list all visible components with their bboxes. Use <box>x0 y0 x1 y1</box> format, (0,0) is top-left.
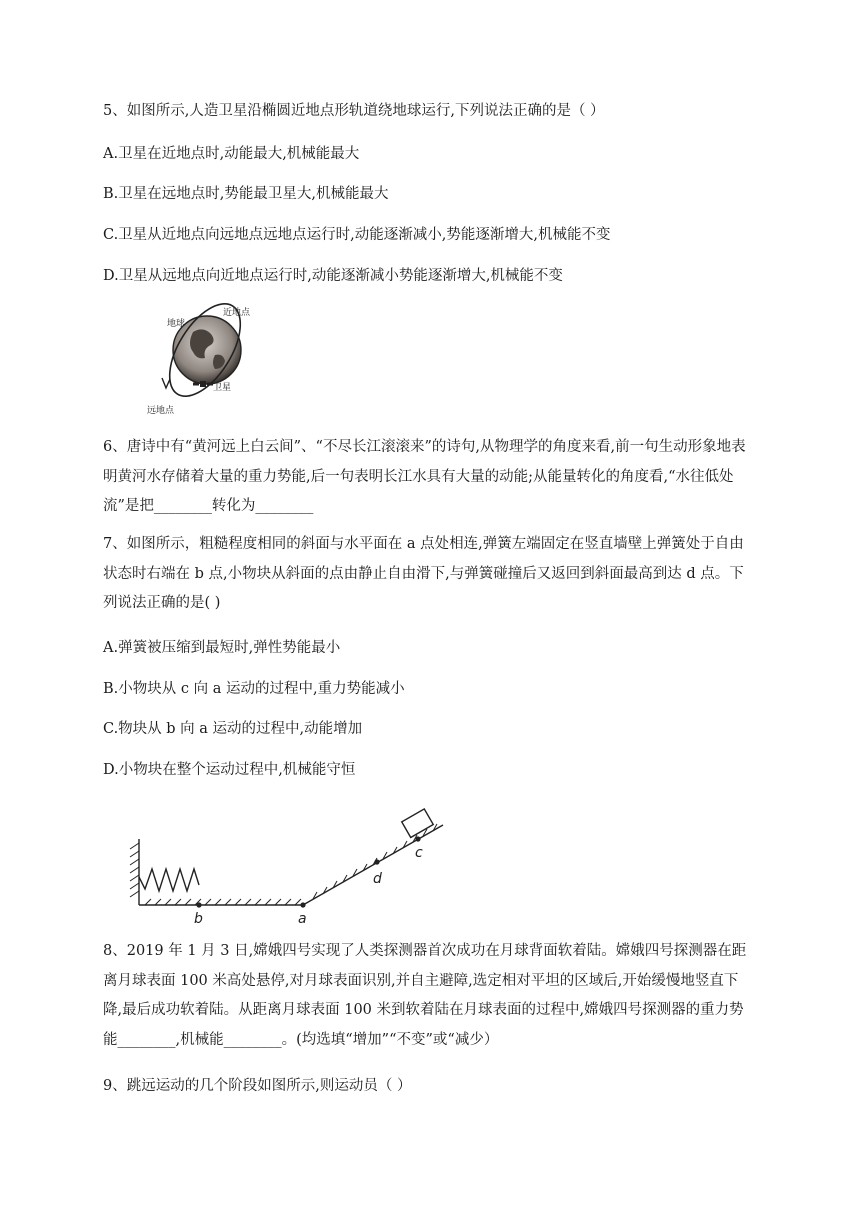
satellite-label: 卫星 <box>213 383 232 393</box>
q5-option-c: C.卫星从近地点向远地点远地点运行时,动能逐渐减小,势能逐渐增大,机械能不变 <box>103 227 611 243</box>
q7-option-c: C.物块从 b 向 a 运动的过程中,动能增加 <box>103 721 363 737</box>
ground-hatch <box>145 899 301 905</box>
orbit-arrow <box>162 378 170 388</box>
label-c: c <box>415 845 423 861</box>
label-b: b <box>194 911 203 927</box>
incline-spring-figure <box>125 805 455 933</box>
q5-option-d: D.卫星从远地点向近地点运行时,动能逐渐减小势能逐渐增大,机械能不变 <box>103 268 563 284</box>
point-c <box>415 836 420 841</box>
label-d: d <box>373 871 382 887</box>
q7-option-a: A.弹簧被压缩到最短时,弹性势能最小 <box>103 640 341 656</box>
q5-stem: 5、如图所示,人造卫星沿椭圆近地点形轨道绕地球运行,下列说法正确的是（ ） <box>103 103 605 119</box>
q7-stem: 7、如图所示，粗糙程度相同的斜面与水平面在 a 点处相连,弹簧左端固定在竖直墙壁上弹簧处于自由状态时右端在 b 点,小物块从斜面的点由静止自由滑下,与弹簧碰撞后又返回到斜面最高到达 d 点。下列说法正确的是( ) <box>103 536 744 611</box>
q6-text: 6、唐诗中有“黄河远上白云间”、“不尽长江滚滚来”的诗句,从物理学的角度来看,前一句生动形象地表明黄河水存储着大量的重力势能,后一句表明长江水具有大量的动能;从能量转化的角度看,“水往低处流”是把________转化为________ <box>103 439 746 514</box>
q5-option-b: B.卫星在远地点时,势能最卫星大,机械能最大 <box>103 186 389 202</box>
perigee-label: 近地点 <box>223 308 251 318</box>
spring <box>139 869 199 891</box>
q5-option-a: A.卫星在近地点时,动能最大,机械能最大 <box>103 146 360 162</box>
point-d <box>374 859 379 864</box>
apogee-label: 远地点 <box>147 406 175 416</box>
q9-stem: 9、跳远运动的几个阶段如图所示,则运动员（ ） <box>103 1078 412 1094</box>
point-b <box>196 902 201 907</box>
label-a: a <box>298 911 307 927</box>
satellite-orbit-figure <box>145 300 275 418</box>
wall-hatch <box>130 843 139 897</box>
q8-text: 8、2019 年 1 月 3 日,嫦娥四号实现了人类探测器首次成功在月球背面软着陆。嫦娥四号探测器在距离月球表面 100 米高处悬停,对月球表面识别,并自主避障,选定相对平坦的区域后,开始缓慢地竖直下降,最后成功软着陆。从距离月球表面 100 米到软着陆在月球表面的过程中,嫦娥四号探测器的重力势能________,机械能________。(均选填“增加”“不变”或“减少） <box>103 943 747 1048</box>
earth-label: 地球 <box>167 319 186 329</box>
point-a <box>300 902 305 907</box>
q7-option-b: B.小物块从 c 向 a 运动的过程中,重力势能减小 <box>103 681 405 697</box>
q7-option-d: D.小物块在整个运动过程中,机械能守恒 <box>103 762 356 778</box>
